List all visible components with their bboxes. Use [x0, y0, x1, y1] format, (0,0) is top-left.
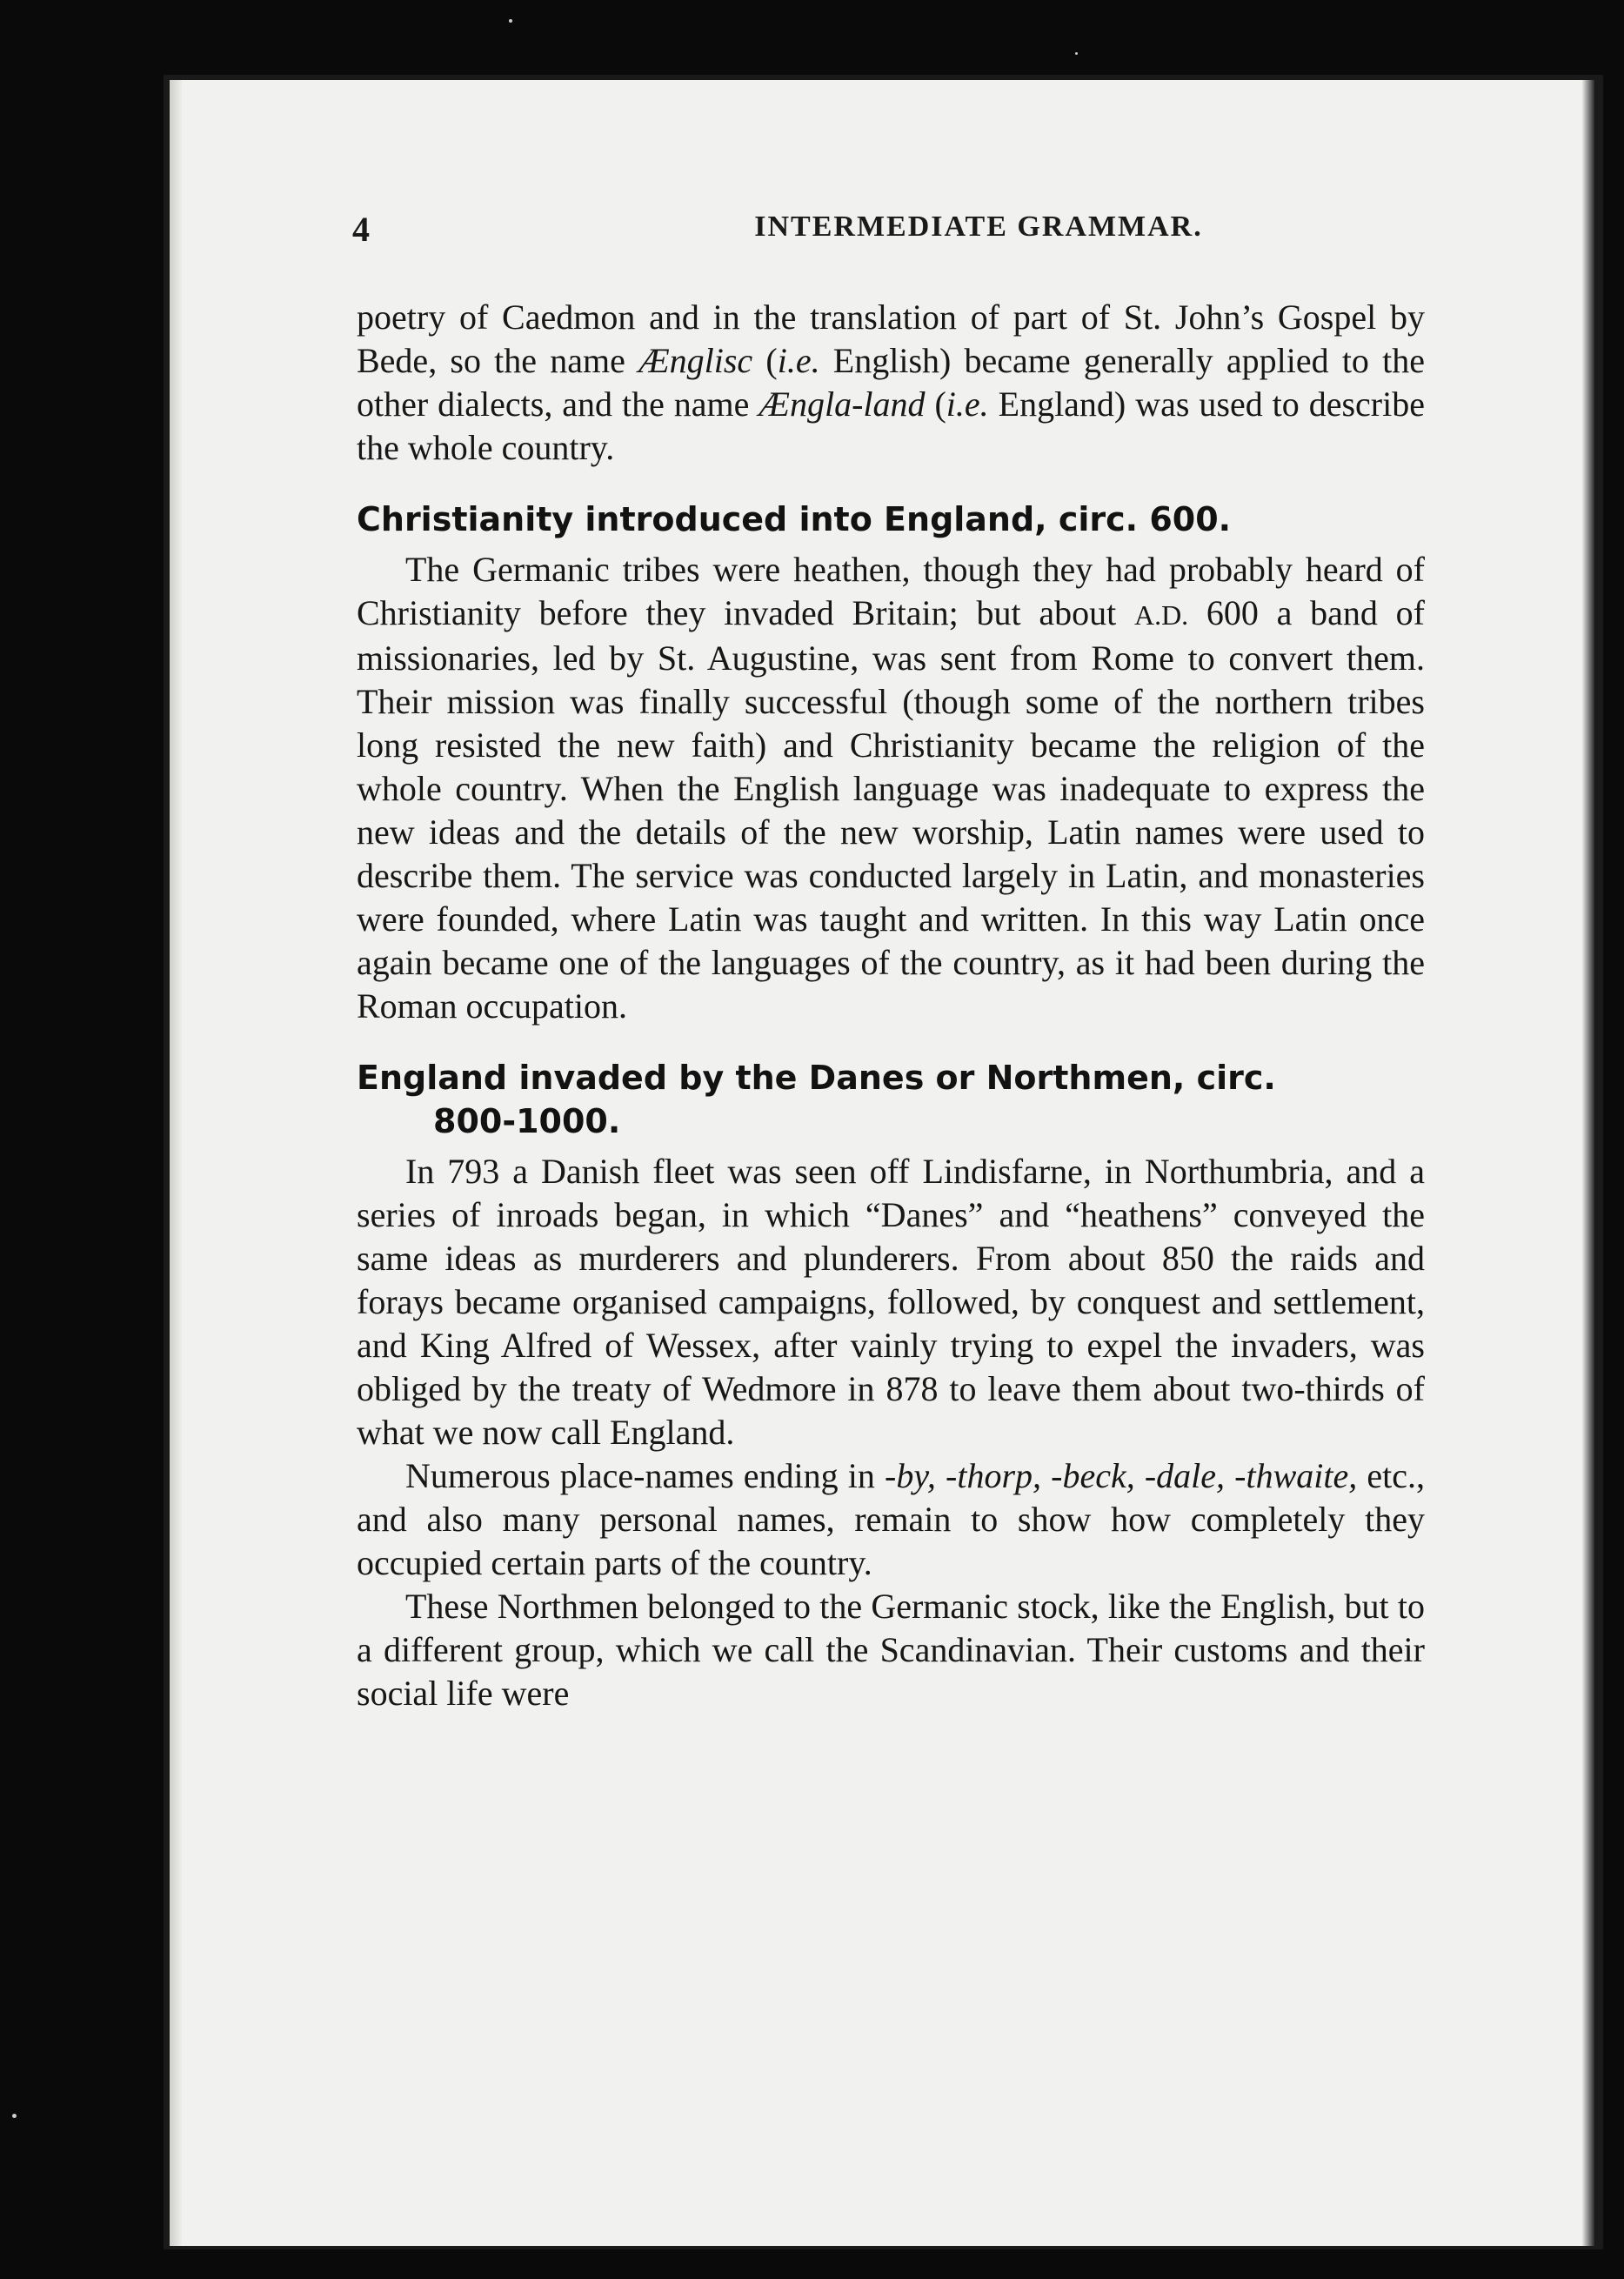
scan-dust: [1075, 52, 1078, 55]
paragraph-northmen: These Northmen belonged to the Germanic stock, like the English, but to a different group, which we call the Scandinavian. Their customs and their social life were: [357, 1587, 1425, 1713]
running-head: [352, 209, 1605, 261]
paragraph-place-names: Numerous place-names ending in -by, -thorp, -beck, -dale, -thwaite, etc., and also many personal names, remain to show how completely they occupied certain parts of the country.: [357, 1456, 1425, 1582]
section-heading-christianity: Christianity introduced into England, circ. 600.: [357, 500, 1232, 538]
scan-dust: [12, 2114, 17, 2118]
page-number: 4: [352, 210, 370, 249]
running-title: INTERMEDIATE GRAMMAR.: [754, 211, 1203, 243]
scan-dust: [509, 19, 512, 23]
section-heading-danes: England invaded by the Danes or Northmen, circ. 800-1000.: [357, 1059, 1276, 1140]
paragraph-continued: poetry of Caedmon and in the translation of part of St. John’s Gospel by Bede, so the name Ænglisc (i.e. English) became generally applied to the other dialects, and the name Ængla-land (i.e. England) was used to describe the whole country.: [357, 297, 1426, 467]
paragraph-christianity: The Germanic tribes were heathen, though they had probably heard of Christianity before they invaded Britain; but about A.D. 600 a band of missionaries, led by St. Augustine, was sent from Rome to convert them. Their mission was finally successful (though some of the northern tribes long resisted the new faith) and Christianity became the religion of the whole country. When the English language was inadequate to express the new ideas and the details of the new worship, Latin names were used to describe them. The service was conducted largely in Latin, and monasteries were founded, where Latin was taught and written. In this way Latin once again became one of the languages of the country, as it had been during the Roman occupation.: [357, 550, 1425, 1026]
page-body: [357, 296, 1425, 1715]
page-gutter-edge: [170, 80, 182, 2246]
paragraph-danish-invasion: In 793 a Danish fleet was seen off Lindisfarne, in Northumbria, and a series of inroads began, in which “Danes” and “heathens” conveyed the same ideas as murderers and plunderers. From about 850 the raids and forays became organised campaigns, followed, by conquest and settlement, and King Alfred of Wessex, after vainly trying to expel the invaders, was obliged by the treaty of Wedmore in 878 to leave them about two-thirds of what we now call England.: [357, 1152, 1425, 1452]
page-outer-edge: [1582, 80, 1594, 2246]
